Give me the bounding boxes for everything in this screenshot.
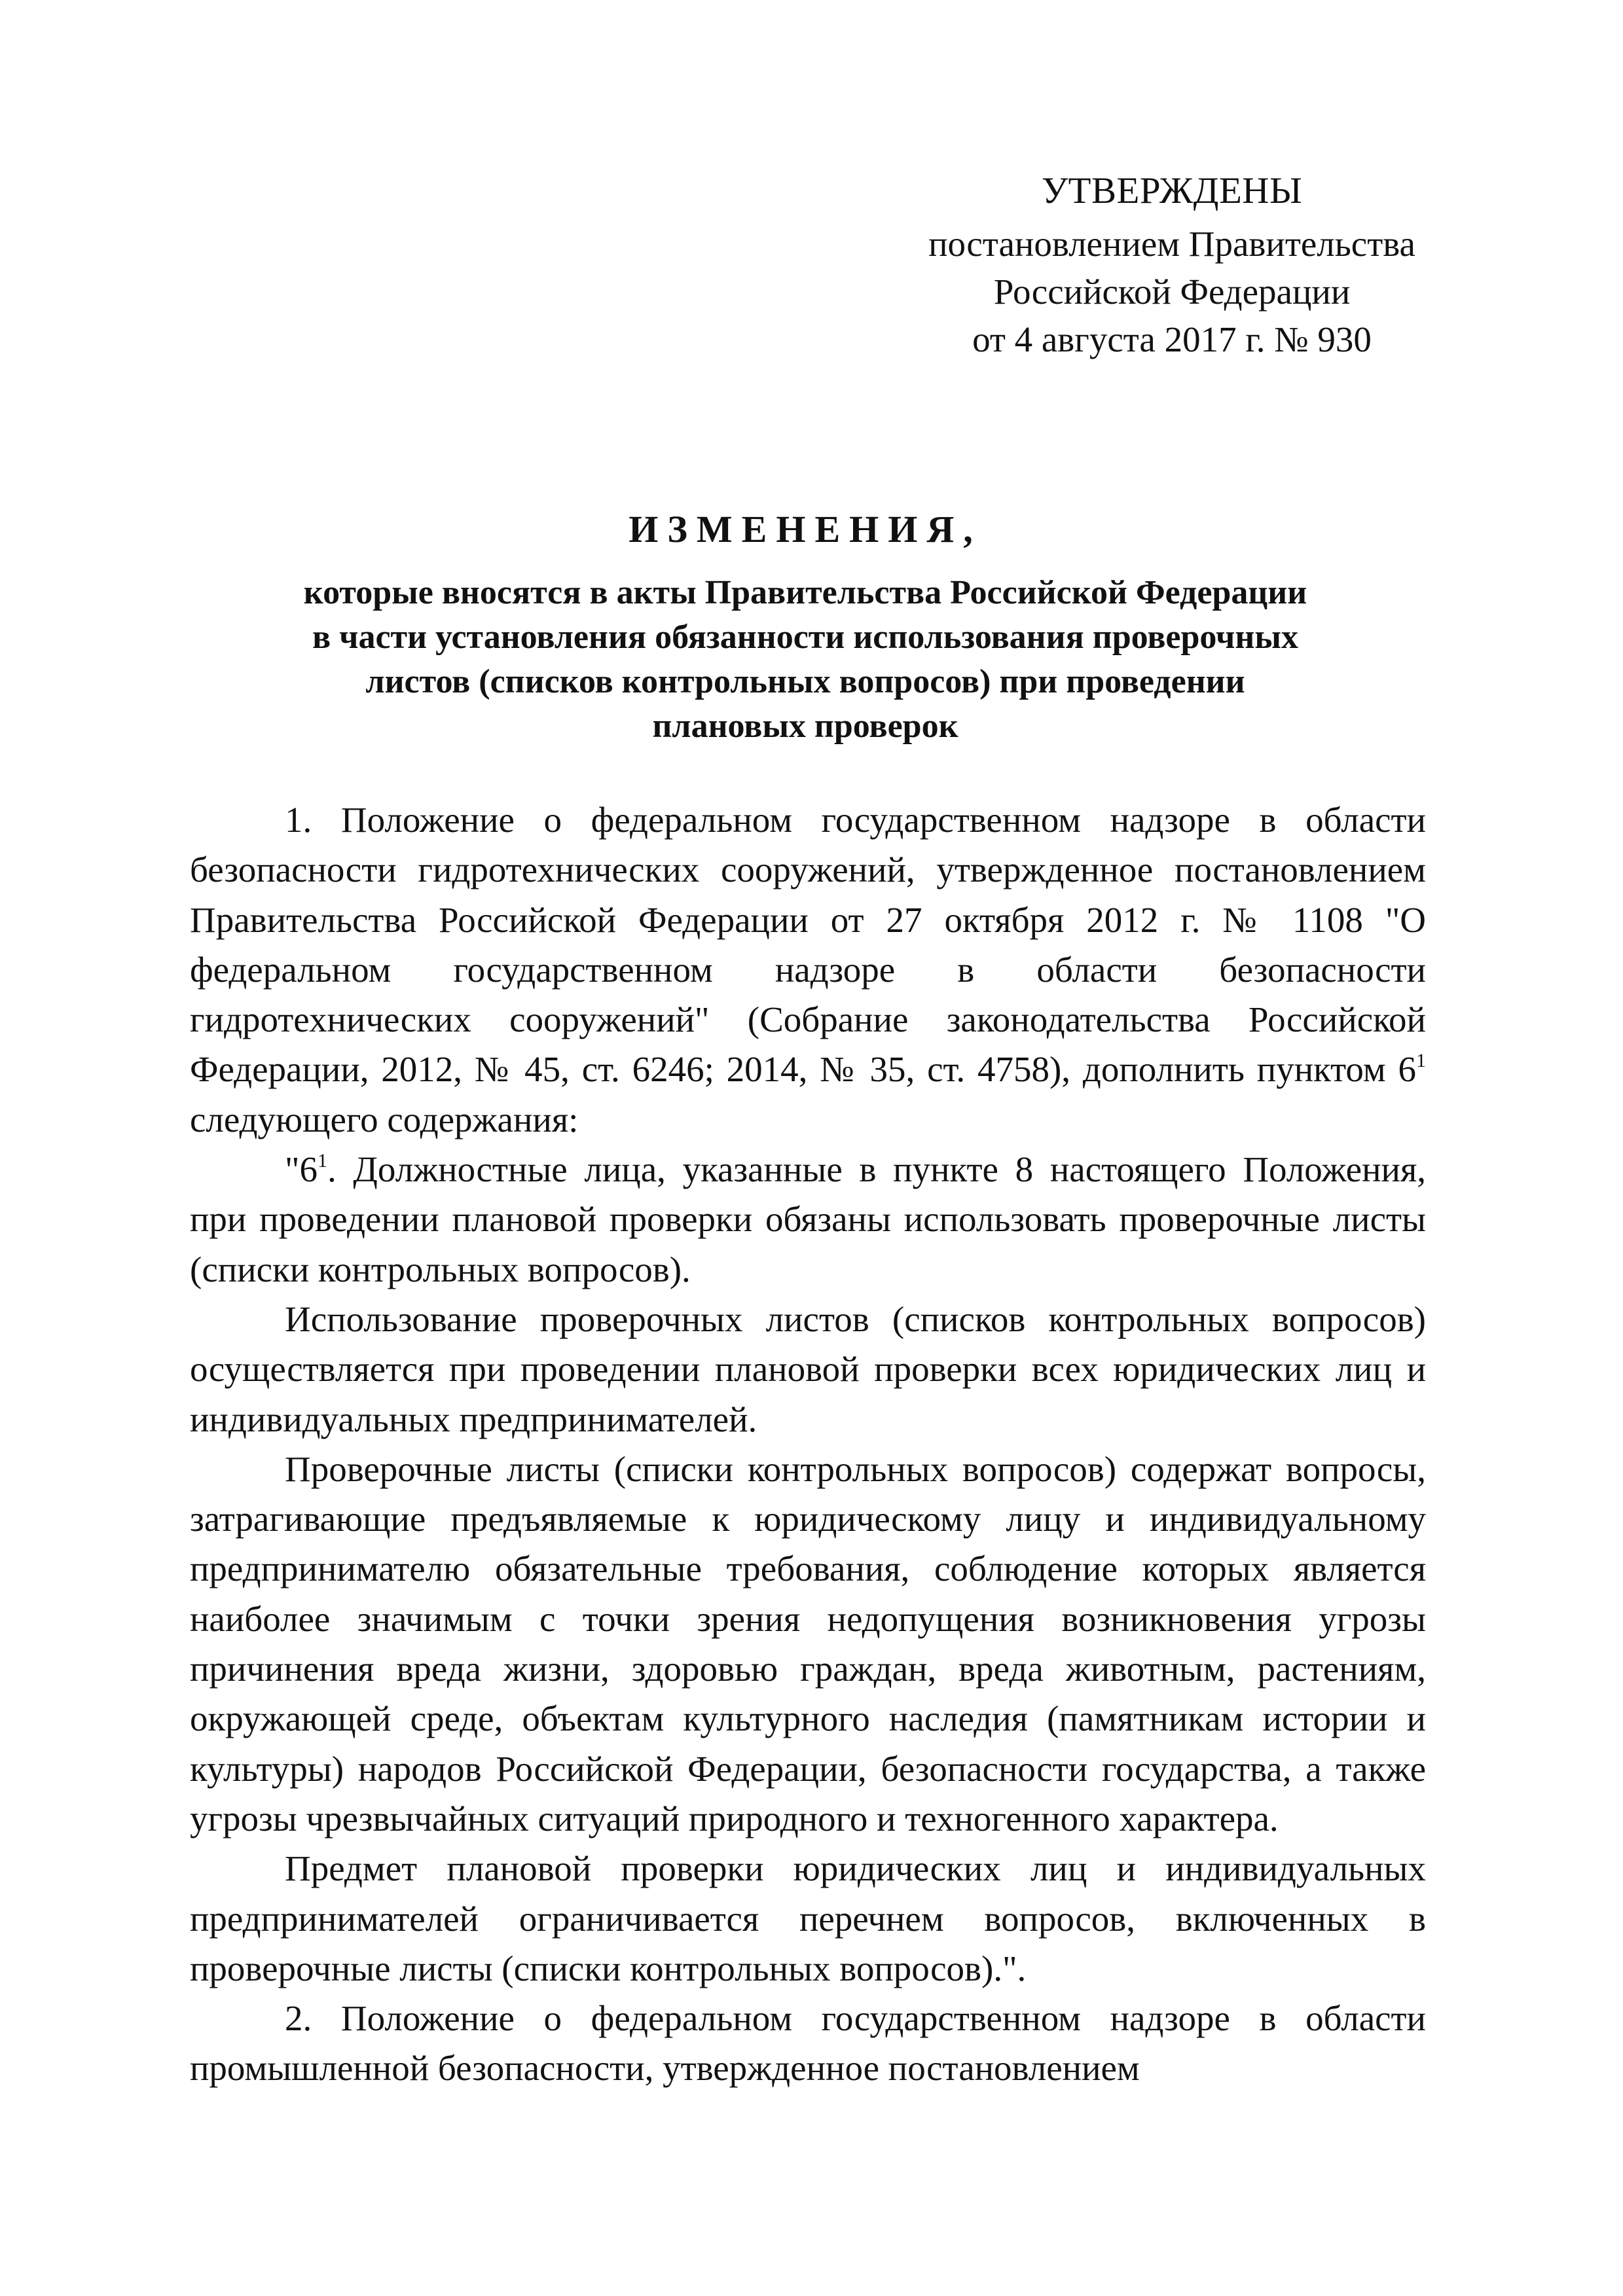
paragraph-4: Проверочные листы (списки контрольных вопросов) содержат вопросы, затрагивающие предъявляемые к юридическому лицу и индивидуальному предпринимателю обязательные требования, соблюдение которых является наиболее значимым с точки зрения недопущения возникновения угрозы причинения вреда жизни, здоровью граждан, вреда животным, растениям, окружающей среде, объектам культурного наследия (памятникам истории и культуры) народов Российской Федерации, безопасности государства, а также угрозы чрезвычайных ситуаций природного и техногенного характера. xyxy=(190,1448,1426,1839)
superscript: 1 xyxy=(1416,1050,1426,1072)
paragraph-1-tail: следующего содержания: xyxy=(190,1099,579,1139)
paragraph-1-text: 1. Положение о федеральном государственном надзоре в области безопасности гидротехнических сооружений, утвержденное постановлением Правительства Российской Федерации от 27 октября 2012 г. № 1108 "О федеральном государственном надзоре в области безопасности гидротехнических сооружений" (Собрание законодательства Российской Федерации, 2012, № 45, ст. 6246; 2014, № 35, ст. 4758), дополнить пунктом 6 xyxy=(190,800,1426,1090)
title-subtitle-line-4: плановых проверок xyxy=(652,708,958,745)
document-title: ИЗМЕНЕНИЯ, xyxy=(629,508,982,550)
approval-line-1: постановлением Правительства xyxy=(928,224,1415,264)
superscript: 1 xyxy=(317,1150,327,1172)
title-subtitle-line-2: в части установления обязанности использования проверочных xyxy=(312,619,1298,656)
approval-block xyxy=(871,167,1473,363)
approval-line-2: Российской Федерации xyxy=(993,272,1351,312)
approval-heading: УТВЕРЖДЕНЫ xyxy=(1041,170,1303,211)
paragraph-2-open: "6 xyxy=(285,1149,318,1190)
paragraph-6: 2. Положение о федеральном государственном надзоре в области промышленной безопасности, утвержденное постановлением xyxy=(190,1998,1426,2089)
approval-line-3: от 4 августа 2017 г. № 930 xyxy=(972,319,1372,359)
paragraph-2-text: . Должностные лица, указанные в пункте 8 настоящего Положения, при проведении плановой проверки обязаны использовать проверочные листы (списки контрольных вопросов). xyxy=(190,1149,1426,1289)
paragraph-3: Использование проверочных листов (списков контрольных вопросов) осуществляется при проведении плановой проверки всех юридических лиц и индивидуальных предпринимателей. xyxy=(190,1299,1426,1439)
paragraph-1 xyxy=(190,795,1426,1145)
title-subtitle-line-1: которые вносятся в акты Правительства Российской Федерации xyxy=(303,574,1307,611)
title-subtitle-line-3: листов (списков контрольных вопросов) при проведении xyxy=(365,663,1245,700)
paragraph-2 xyxy=(190,1145,1426,1295)
paragraph-5: Предмет плановой проверки юридических лиц и индивидуальных предпринимателей ограничивается перечнем вопросов, включенных в проверочные листы (списки контрольных вопросов).". xyxy=(190,1848,1426,1988)
title-block xyxy=(190,507,1421,749)
document-body xyxy=(190,795,1426,2094)
